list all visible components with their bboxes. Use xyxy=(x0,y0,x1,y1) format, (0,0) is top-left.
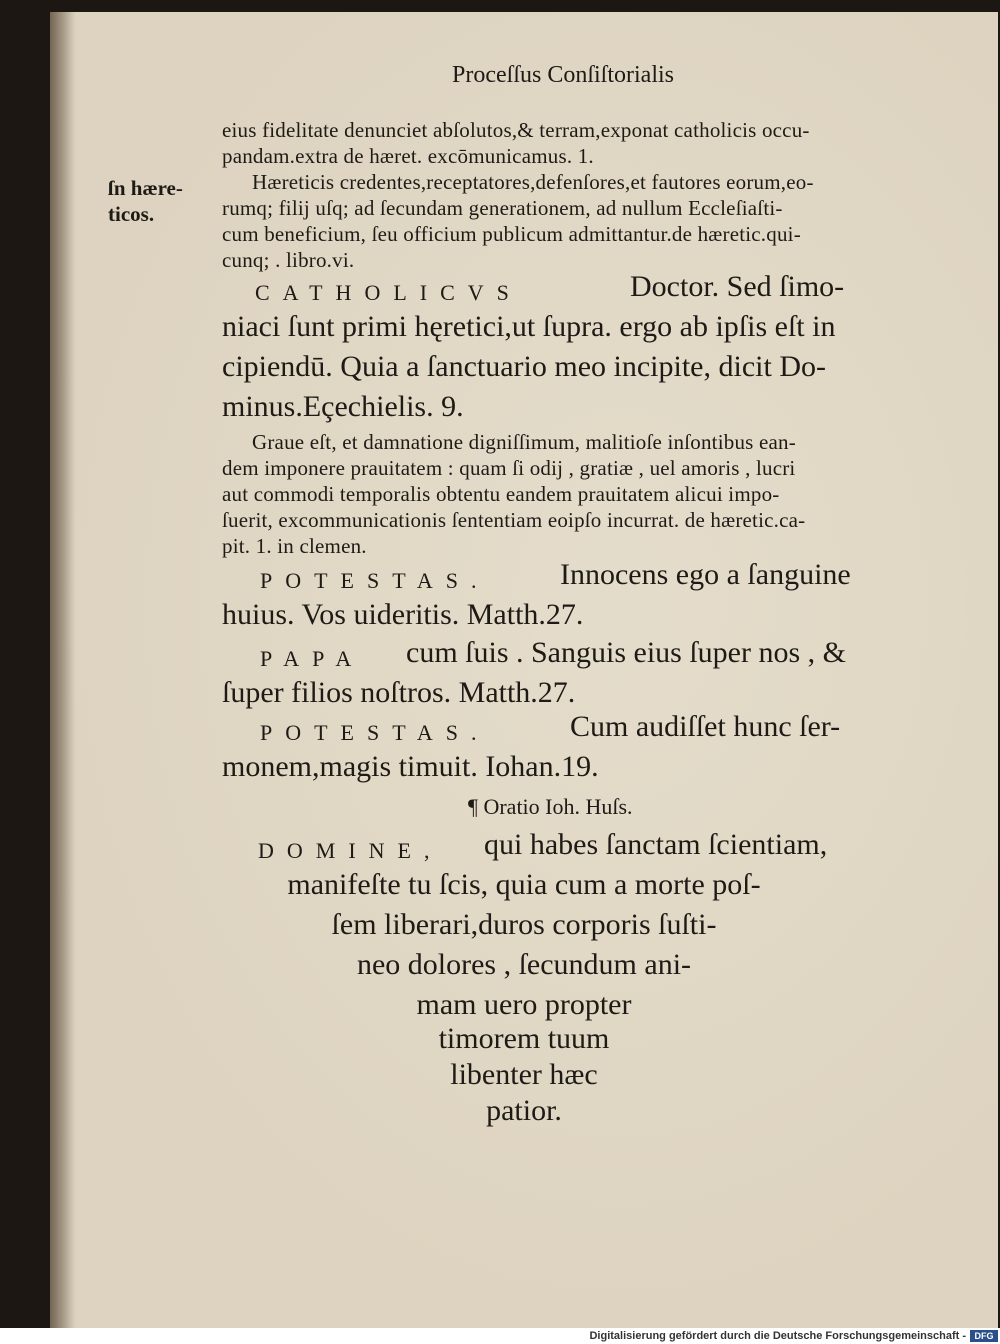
text-line: Hæreticis credentes,receptatores,defenſores,et fautores eorum,eo- xyxy=(252,170,814,194)
speech-line: cum ſuis . Sanguis eius ſuper nos , & xyxy=(406,636,846,669)
text-line: aut commodi temporalis obtentu eandem prauitatem alicui impo- xyxy=(222,482,780,506)
text-line: eius fidelitate denunciet abſolutos,& terram,exponat catholicis occu- xyxy=(222,118,810,142)
speaker-domine: DOMINE, xyxy=(258,838,443,863)
dfg-logo: DFG xyxy=(970,1330,998,1342)
speaker-potestas: POTESTAS. xyxy=(260,568,490,593)
speech-line: Cum audiſſet hunc ſer- xyxy=(570,710,841,743)
prayer-line: libenter hæc xyxy=(450,1058,598,1091)
speech-line: ſuper filios noſtros. Matth.27. xyxy=(222,676,576,709)
text-line: dem imponere prauitatem : quam ſi odij , gratiæ , uel amoris , lucri xyxy=(222,456,796,480)
speech-line: Doctor. Sed ſimo- xyxy=(630,270,845,303)
text-line: Graue eſt, et damnatione digniſſimum, malitioſe inſontibus ean- xyxy=(252,430,796,454)
text-line: ſuerit, excommunicationis ſententiam eoipſo incurrat. de hæretic.ca- xyxy=(222,508,806,532)
speech-line: cipiendū. Quia a ſanctuario meo incipite, dicit Do- xyxy=(222,350,826,383)
text-line: pandam.extra de hæret. excōmunicamus. 1. xyxy=(222,144,594,168)
text-line: pit. 1. in clemen. xyxy=(222,534,367,558)
prayer-line: manifeſte tu ſcis, quia cum a morte poſ- xyxy=(287,868,761,901)
speech-line: huius. Vos uideritis. Matth.27. xyxy=(222,598,584,631)
speaker-papa: PAPA xyxy=(260,646,365,671)
speech-line: Innocens ego a ſanguine xyxy=(560,558,851,591)
speaker-catholicus: CATHOLICVS xyxy=(255,280,522,305)
running-header: Proceſſus Conſiſtorialis xyxy=(452,62,674,88)
speech-line: minus.Eçechielis. 9. xyxy=(222,390,464,423)
prayer-line: ſem liberari,duros corporis ſuſti- xyxy=(331,908,717,941)
prayer-line: patior. xyxy=(486,1094,562,1127)
text-line: cum beneficium, ſeu officium publicum admittantur.de hæretic.qui- xyxy=(222,222,801,246)
gutter-shadow xyxy=(50,12,76,1328)
speech-line: monem,magis timuit. Iohan.19. xyxy=(222,750,599,783)
prayer-line: timorem tuum xyxy=(438,1022,610,1055)
speaker-potestas: POTESTAS. xyxy=(260,720,490,745)
prayer-line: neo dolores , ſecundum ani- xyxy=(356,948,692,981)
funding-credit: Digitalisierung gefördert durch die Deutsche Forschungsgemeinschaft - xyxy=(589,1330,966,1342)
text-line: rumq; filij uſq; ad ſecundam generationem, ad nullum Eccleſiaſti- xyxy=(222,196,783,220)
speech-line: niaci ſunt primi hęretici,ut ſupra. ergo ab ipſis eſt in xyxy=(222,310,836,343)
text-line: cunq; . libro.vi. xyxy=(222,248,355,272)
oratio-title: ¶ Oratio Ioh. Huſs. xyxy=(468,794,633,819)
margin-note-line-2: ticos. xyxy=(108,202,155,226)
margin-note-line-1: ſn hære- xyxy=(108,176,183,200)
prayer-line: qui habes ſanctam ſcientiam, xyxy=(484,828,828,861)
book-page xyxy=(50,12,998,1328)
prayer-line: mam uero propter xyxy=(416,988,632,1021)
